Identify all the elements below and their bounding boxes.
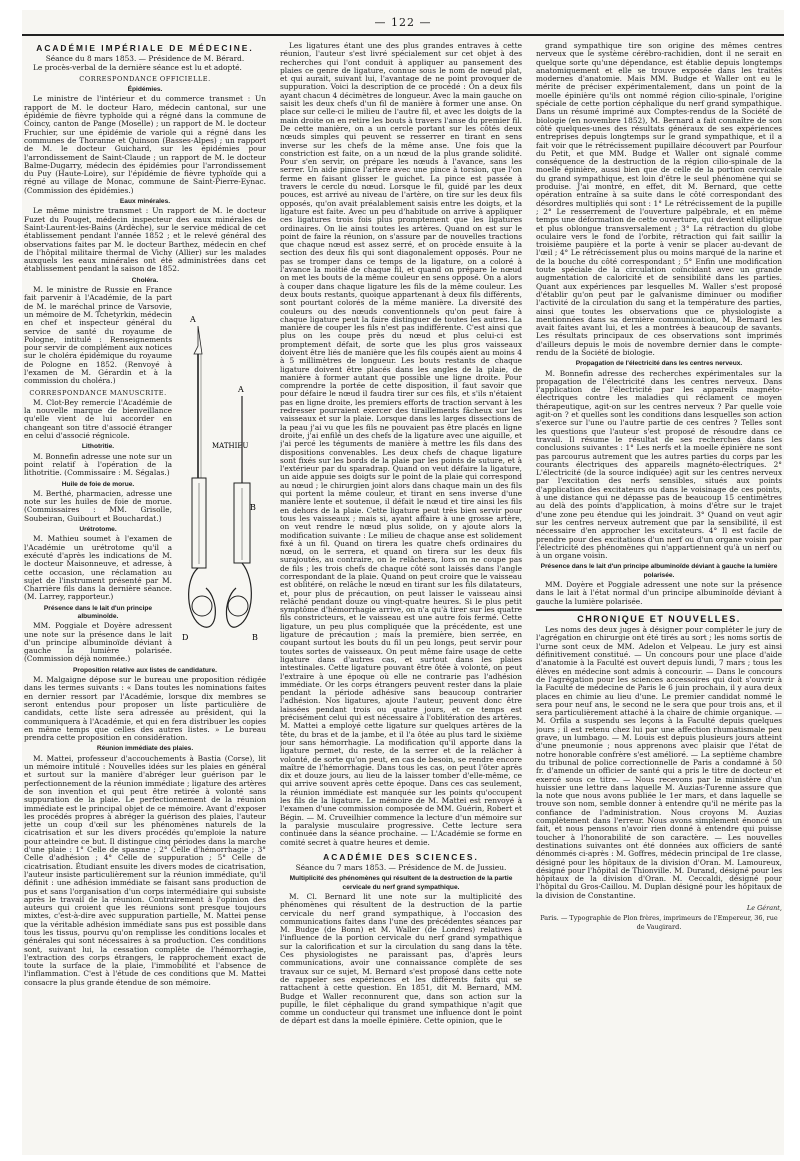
lithotrity-head: Lithotritie. — [81, 443, 115, 451]
academy-title: ACADÉMIE IMPÉRIALE DE MÉDECINE. — [36, 43, 254, 53]
column-2 — [280, 42, 522, 1148]
waters-head: Eaux minérales. — [119, 198, 171, 206]
figure-letter-a: A — [190, 315, 196, 325]
column-3 — [536, 42, 782, 1148]
figure-letter-a2: A — [238, 385, 244, 395]
session-line: Séance du 8 mars 1853. — Présidence de M. Bérard. — [45, 54, 245, 64]
running-header — [22, 10, 784, 36]
chronicle-title: CHRONIQUE ET NOUVELLES. — [577, 613, 741, 624]
minutes-text: Le procès-verbal de la dernière séance est lu et adopté. — [33, 62, 242, 72]
sciences-title: ACADÉMIE DES SCIENCES. — [323, 851, 479, 862]
electricity-text: M. Bonnefin adresse des recherches expérimentales sur la propagation de l'électricité dans les centres nerveux. Dans l'application de l'électricité par les appareils magnéto-électriques contre les maladies qui réclament ce moyen thérapeutique, agit-on sur les centres nerveux ? Par quelle voie agit-on ? et quelles sont les conditions dans lesquelles son action s'exerce sur l'une ou l'autre partie de ces centres ? Telles sont les questions que l'auteur s'est proposé de résoudre dans ce travail. Il résume le résultat de ses recherches dans les conclusions suivantes : 1° Les nerfs et la moelle épinière ne sont pas parcourus autrement que les autres parties du corps par les courants électriques des appareils magnéto-électriques. 2° L'électricité (de la source indiquée) agit sur les centres nerveux par l'excitation des nerfs sensibles, situés aux points d'application des excitateurs ou dans le voisinage de ces points, à une distance qui ne dépasse pas de beaucoup 15 centimètres au delà des points d'application, à moins d'être sur le trajet d'une zone peu étendue qui les joindrait. 3° Quand on veut agir sur les centres nerveux autrement que par la sensibilité, il est nécessaire d'en approcher les excitateurs. 4° Il est facile de prendre pour des excitations d'un nerf ou d'un organe voisin par l'électricité des phénomènes qui n'appartiennent qu'à un nerf ou à un organe voisin. — [536, 368, 782, 561]
reunion-head: Réunion immédiate des plaies. — [96, 745, 194, 753]
urethrotome-figure — [176, 288, 266, 660]
page-number: — 122 — — [374, 16, 432, 29]
chronicle-rule — [536, 609, 782, 611]
cholera-head: Choléra. — [131, 276, 159, 284]
milk-head: Présence dans le lait d'un principe albuminoïde. — [43, 604, 153, 620]
codliver-head: Huile de foie de morue. — [61, 480, 135, 488]
chronicle-text: Les noms des deux juges à désigner pour compléter le jury de l'agrégation en chirurgie ont été tirés au sort ; les noms sortis de l'urne sont ceux de MM. Adelon et Velpeau. Le jury est ainsi définitivement constitué. — Un concours pour une place d'aide d'anatomie à la Faculté est ouvert depuis lundi, 7 mars ; tous les élèves en médecine sont admis à concourir. — Dans le concours de l'agrégation pour les sciences accessoires qui doit s'ouvrir à la Faculté de médecine de Paris le 6 juin prochain, il y aura deux places en chimie au lieu d'une. Le premier candidat nommé le sera pour neuf ans, le second ne le sera que pour trois ans, et il sera particulièrement attaché à la chaire de chimie organique. — M. Orfila a suspendu ses leçons à la Faculté depuis quelques jours ; il est retenu chez lui par une affection rhumatismale peu grave, un lumbago. — M. Louis est depuis plusieurs jours atteint d'une pneumonie ; nous apprenons avec plaisir que l'état de notre honorable confrère s'est amélioré. — La septième chambre du tribunal de police correctionnelle de Paris a condamné à 50 fr. d'amende un officier de santé qui a pris le titre de docteur et exercé sous ce titre. — Nous recevons par le ministère d'un huissier une lettre dans laquelle M. Auzias-Turenne assure que la note que nous avons publiée le 1er mars, et dans laquelle se trouve son nom, semble donner à entendre qu'il ne mérite pas la confiance de l'administration. Nous croyons M. Auzias complètement dans l'erreur. Nous avons simplement énoncé un fait, et nous pensons n'avoir rien donné à entendre qui puisse toucher à l'honorabilité de son caractère. — Les nouvelles destinations suivantes ont été données aux officiers de santé dénommés ci-après : M. Goffres, médecin principal de 1re classe, désigné pour les hôpitaux de la division d'Oran. M. Lamoureux, désigné pour l'hôpital de Thionville. M. Durand, désigné pour les hôpitaux de la division d'Oran. M. Ceccaldi, désigné pour l'hôpital du Gros-Caillou. M. Duplan désigné pour les hôpitaux de la division de Constantine. — [536, 625, 782, 900]
sympathetic-text-cont: grand sympathique tire son origine des mêmes centres nerveux que le système cérébro-rachidien, dont il ne serait en quelque sorte qu'une dépendance, est établie depuis longtemps anatomiquement et elle se trouve exposée dans les traités modernes d'anatomie. Mais MM. Budge et Waller ont eu le mérite de préciser expérimentalement, dans un point de la moelle épinière qu'ils ont nommé région cilio-spinale, l'origine spéciale de cette portion céphalique du nerf grand sympathique. Dans un résumé imprimé aux Comptes-rendus de la Société de biologie (en novembre 1852), M. Bernard a fait connaître de son côté quelques-unes des résultats généraux de ses expériences entreprises depuis longtemps sur le grand sympathique, et il a fait voir que le rétrécissement pupillaire découvert par Pourfour du Petit, et que MM. Budge et Waller ont signalé comme conséquence de la destruction de la région cilio-spinale de la moelle épinière, aussi bien que de celle de la portion cervicale du grand sympathique, est loin d'être le seul phénomène qui se produise. J'ai montré, en effet, dit M. Bernard, que cette opération entraîne à sa suite dans le côté correspondant des désordres multipliés qui sont : 1° Le rétrécissement de la pupille ; 2° Le resserrement de l'ouverture palpébrale, et en même temps une déformation de cette ouverture, qui devient elliptique et plus oblongue transversalement ; 3° La rétraction du globe oculaire vers le fond de l'orbite, rétraction qui fait saillir la troisième paupière et la porte à venir se placer au-devant de l'œil ; 4° Le rétrécissement plus ou moins marqué de la narine et de la bouche du côté correspondant ; 5° Enfin une modification toute spéciale de la circulation coïncidant avec un grande augmentation de caloricité et de sensibilité dans les parties. Quant aux expériences par lesquelles M. Waller s'est proposé d'établir qu'on peut par le galvanisme diminuer ou modifier l'activité de la circulation du sang et la température des parties, ainsi que toutes les observations que ce physiologiste a mentionnées dans sa dernière communication, M. Bernard les avait faites avant lui, et les a montrées à beaucoup de savants. Les résultats principaux de ces observations sont imprimés d'ailleurs depuis le mois de novembre dernier dans le compte-rendu de la Société de biologie. — [536, 42, 782, 357]
official-correspondence-head: CORRESPONDANCE OFFICIELLE. — [79, 74, 211, 83]
reunion-text: M. Mattei, professeur d'accouchements à Bastia (Corse), lit un mémoire intitulé : Nouvelles idées sur les plaies en général et surtout sur la manière d'abréger leur guérison par le perfectionnement de la réunion immédiate ; ligature des artères de son invention et qui peut être retirée à volonté sans suppuration de la plaie. Le perfectionnement de la réunion immédiate est le principal objet de ce mémoire. Avant d'exposer les procédés propres à abréger la guérison des plaies, l'auteur jette un coup d'œil sur les phénomènes naturels de la cicatrisation et sur les divers procédés qu'emploie la nature pour atteindre ce but. Il distingue cinq périodes dans la marche d'une plaie : 1° Celle de spasme ; 2° Celle d'hémorrhagie ; 3° Celle d'adhésion ; 4° Celle de suppuration ; 5° Celle de cicatrisation. Étudiant ensuite les divers modes de cicatrisation, l'auteur insiste particulièrement sur la réunion immédiate, qu'il définit : une adhésion immédiate se faisant sans production de pus et sans l'organisation d'un corps intermédiaire qui subsiste après le travail de la réunion. Contrairement à l'opinion des auteurs qui croient que les réunions sont presque toujours mixtes, c'est-à-dire avec suppuration partielle, M. Mattei pense que la véritable adhésion immédiate sans pus est possible dans tous les tissus, pourvu qu'on remplisse les conditions locales et générales qui sont nécessaires à sa production. Ces conditions sont, suivant lui, la cessation complète de l'hémorrhagie, l'extraction des corps étrangers, le rapprochement exact de toute la surface de la plaie, l'immobilité et l'absence de l'inflammation. C'est à l'étude de ces conditions que M. Mattei consacre la plus grande étendue de son mémoire. — [24, 753, 266, 987]
codliver-text: M. Berthé, pharmacien, adresse une note sur les huiles de foie de morue. (Commissaires : MM. Grisolle, Soubeiran, Guibourt et Bouchardat.) — [24, 488, 172, 523]
ligature-text: Les ligatures étant une des plus grandes entraves à cette réunion, l'auteur s'est livré spécialement sur cet objet à des recherches qui l'ont conduit à appliquer au pansement des plaies ce genre de ligature, connue sous le nom de nœud plat, et qui aurait, suivant lui, l'avantage de ne point provoquer de suppuration. Voici la description de ce procédé : On a deux fils ayant chacun 4 décimètres de longueur. Avec la main gauche on saisit les deux chefs d'un fil de manière à former une anse. On place sur celle-ci le milieu de l'autre fil, et avec les doigts de la main droite on en retire les bouts à travers l'anse du premier fil. De cette manière, on a un cercle portant sur les côtés deux nœuds simples qui peuvent se resserrer en tirant en sens inverse sur les chefs de la même anse. Une fois que la constriction est faite, on a un nœud de la plus grande solidité. Pour s'en servir, on prépare les nœuds à l'avance, sans les serrer. Un aide pince l'artère avec une pince à torsion, que l'on ferme en faisant glisser le guichet. La pince est passée à travers le cercle du nœud. Lorsque le fil, guidé par les deux pouces, est arrivé au niveau de l'artère, on tire sur les deux fils opposés, qu'on avait préalablement saisis entre les doigts, et la ligature est faite. Avec un peu d'habitude on arrive à appliquer ces ligatures trois fois plus promptement que les ligatures ordinaires. On lie ainsi toutes les artères. Quand on est sur le point de faire la réunion, on s'assure par de nouvelles tractions que chaque nœud est assez serré, et on procède ensuite à la section des deux fils qui sont diagonalement opposés. Pour ne pas se tromper dans ce temps de la ligature, on a coloré à l'avance la moitié de chaque fil, et quand on prépare le nœud on met les bouts de la même couleur en sens opposé. On a alors à couper dans chaque ligature les fils de la même couleur. Les deux bouts restants, quoique appartenant à deux fils différents, sont pourtant colorés de la même manière. La diversité des couleurs ou des nœuds conventionnels qu'on peut faire à chaque ligature peut la faire distinguer de toutes les autres. La manière de couper les fils n'est pas indifférente. C'est ainsi que plus on les coupe près du nœud et plus celui-ci est promptement défait, de sorte que les plus gros vaisseaux doivent être liés de manière que les fils coupés aient au moins 4 à 5 millimètres de longueur. Les bouts restants de chaque ligature doivent être placés dans les angles de la plaie, de manière à former autant que possible une ligne droite. Pour comprendre la portée de cette disposition, il faut savoir que pour défaire le nœud il faudra tirer sur ces fils, et s'ils n'étaient pas en ligne droite, les premiers efforts de traction servant à les redresser pourraient exercer des tiraillements fâcheux sur les vaisseaux et sur la plaie. Lorsque dans les larges dissections de la peau j'ai vu que les fils ne pouvaient pas être placés en ligne droite, j'ai enfilé un des chefs de la ligature avec une aiguille, et j'ai percé les téguments de manière à mettre les fils dans des dispositions convenables. Les deux chefs de chaque ligature sont fixés sur les bords de la plaie par les points de suture, et à l'extérieur par du sparadrap. Quand on veut défaire la ligature, un aide appuie ses doigts sur le point de la plaie qui correspond au nœud ; le chirurgien joint alors dans chaque main un des fils qui portent la même couleur, et tirant en sens inverse d'une manière lente et soutenue, il défait le nœud et tire ainsi les fils en dehors de la plaie. Cette ligature peut très bien servir pour tous les vaisseaux ; mais si, ayant affaire à une grosse artère, on veut rendre le nœud plus solide, on y ajoute alors la modification suivante : Le milieu de chaque anse est solidement fixé à un fil. Quand on tirera les quatre chefs ordinaires du nœud, on le serrera, et quand on tirera sur les deux fils surajoutés, au contraire, on le relâchera, lors on ne coupe pas de fils ; les trois chefs de chaque côté sont laissés dans l'angle correspondant de la plaie. Quand on peut croire que le vaisseau est oblitéré, on relâche le nœud en tirant sur les fils dilatateurs, et, pour plus de précaution, on peut laisser le vaisseau ainsi relâché pendant douze ou vingt-quatre heures. Si le plus petit symptôme d'hémorrhagie arrive, on n'a qu'à tirer sur les quatre fils constricteurs, et le vaisseau est une autre fois fermé. Cette ligature, un peu plus compliquée que la précédente, est une ligature de précaution ; mais la première, bien serrée, en coupant surtout les bouts du fil un peu longs, peut servir pour toutes sortes de vaisseaux. On peut même faire usage de cette ligature dans d'autres cas, et surtout dans les plaies intestinales. Cette ligature pouvant être ôtée à volonté, on peut l'extraire à une époque où elle ne contrarie pas l'adhésion immédiate. Or les corps étrangers peuvent rester dans la plaie pendant la période adhésive sans beaucoup contrarier l'adhésion. Nos ligatures, ajoute l'auteur, peuvent donc être laissées pendant trois ou quatre jours, et ce temps est précisément celui qui est nécessaire à l'oblitération des artères. M. Mattei a employé cette ligature sur quelques artères de la tête, du bras et de la jambe, et il l'a ôtée au plus tard le sixième jour sans hémorrhagie. La modification qu'il apporte dans la ligature permet, du reste, de la serrer et de la relâcher à volonté, de sorte qu'on peut, en cas de besoin, se rendre encore maître de l'hémorrhagie. Dans tous les cas, on peut l'ôter après dix et douze jours, au lieu de la laisser tomber d'elle-même, ce qui arrive souvent après cette époque. Dans ces cas seulement, la réunion immédiate est manquée sur les points qu'occupent les fils de la ligature. Le mémoire de M. Mattei est renvoyé à l'examen d'une commission composée de MM. Guérin, Robert et Bégin. — M. Cruveilhier commence la lecture d'un mémoire sur la paralysie musculaire progressive. Cette lecture sera continuée dans la séance prochaine. — L'Académie se forme en comité secret à quatre heures et demie. — [280, 42, 522, 847]
candidacy-text: M. Malgaigne dépose sur le bureau une proposition rédigée dans les termes suivants : « Dans toutes les nominations faites en dernier ressort par l'Académie, lorsque dix membres se seront entendus pour proposer un liste particulière de candidats, cette liste sera adressée au président, qui la communiquera à l'Académie, et qui en fera distribuer les copies en même temps que celles des autres listes. » Le bureau prendra cette proposition en considération. — [24, 675, 266, 743]
sciences-session: Séance du 7 mars 1853. — Présidence de M. de Jussieu. — [295, 863, 507, 873]
sympathetic-text: M. Cl. Bernard lit une note sur la multiplicité des phénomènes qui résultent de la destruction de la partie cervicale du nerf grand sympathique, à l'occasion des communications faites dans l'une des précédentes séances par M. Budge (de Bonn) et M. Waller (de Londres) relatives à l'influence de la portion cervicale du nerf grand sympathique sur la calorification et sur la circulation du sang dans la tête. Ces physiologistes ne paraissant pas, d'après leurs communications, avoir une connaissance complète de ses travaux sur ce sujet, M. Bernard s'est proposé dans cette note de rappeler ses expériences et les différents faits qui se rattachent à cette question. En 1851, dit M. Bernard, MM. Budge et Waller reconnurent que, dans son action sur la pupille, le filet céphalique du grand sympathique n'agit que comme un conducteur qui transmet une influence dont le point de départ est dans la moelle épinière. Cette opinion, que le — [280, 891, 522, 1026]
urethrotome-drawing — [176, 288, 266, 660]
electricity-head: Propagation de l'électricité dans les centres nerveux. — [575, 360, 743, 368]
manuscript-correspondence-head: CORRESPONDANCE MANUSCRITE. — [29, 388, 167, 397]
signature: Le Gérant, — [746, 903, 782, 912]
milk2-text: MM. Doyère et Poggiale adressent une note sur la présence dans le lait à l'état normal d'un principe albuminoïde déviant à gauche la lumière polarisée. — [536, 580, 782, 606]
waters-text: Le même ministre transmet : Un rapport de M. le docteur Fuzet du Pouget, médecin inspecteur des eaux minérales de Saint-Laurent-les-Bains (Ardèche), sur le service médical de cet établissement pendant l'année 1852 ; et le relevé général des observations faites par M. le docteur Barthez, médecin en chef de l'hôpital militaire thermal de Vichy (Allier) sur les malades auxquels les eaux minérales ont été administrées dans cet établissement pendant la saison de 1852. — [24, 206, 266, 274]
epidemics-head: Épidémies. — [127, 86, 163, 94]
epidemics-text: Le ministre de l'intérieur et du commerce transmet : Un rapport de M. le docteur Haro, médecin cantonal, sur une épidémie de fièvre typhoïde qui a régné dans la commune de Coincy, canton de Pange (Moselle) ; un rapport de M. le docteur Fruchier, sur une épidémie de variole qui a régné dans les communes de Thoranne et Quinson (Basses-Alpes) ; un rapport de M. le docteur Guichard, sur les épidémies pour l'arrondissement de Saint-Claude ; un rapport de M. le docteur Balme-Dugarry, médecin des épidémies pour l'arrondissement du Puy (Haute-Loire), sur l'épidémie de fièvre typhoïde qui a régné au village de Monac, commune de Saint-Pierre-Eynac. (Commission des épidémies.) — [24, 94, 266, 195]
figure-letter-d: D — [182, 633, 189, 643]
imprint: Paris. — Typographie de Plon frères, imprimeurs de l'Empereur, 36, rue de Vaugirard. — [540, 914, 778, 931]
column-1 — [24, 42, 266, 1148]
urethrotomy-text: M. Mathieu soumet à l'examen de l'Académie un urétrotome qu'il a exécuté d'après les indications de M. le docteur Maisonneuve, et adresse, à cette occasion, une réclamation au sujet de l'instrument présenté par M. Charrière fils dans la dernière séance. (M. Larrey, rapporteur.) — [24, 534, 172, 602]
figure-letter-b2: B — [252, 633, 258, 643]
figure-maker-label: MATHIEU — [212, 442, 249, 451]
urethrotomy-head: Urétrotome. — [79, 526, 117, 534]
milk-text: MM. Poggiale et Doyère adressent une note sur la présence dans le lait d'un principe albuminoïde déviant à gauche la lumière polarisée. (Commission déjà nommée.) — [24, 621, 172, 664]
header-rule — [22, 34, 784, 36]
cholera-text: M. le ministre de Russie en France fait parvenir à l'Académie, de la part de M. le maréchal prince de Varsovie, un mémoire de M. Tchetyrkin, médecin en chef et inspecteur général du service de santé du royaume de Pologne, intitulé : Renseignements pour servir de complément aux notices sur le choléra épidémique du royaume de Pologne en 1852. (Renvoyé à l'examen de M. Gérardin et à la commission du choléra.) — [24, 285, 172, 386]
lithotrity-text: M. Bonnefin adresse une note sur un point relatif à l'opération de la lithotritie. (Commissaire : M. Ségalas.) — [24, 451, 172, 478]
manuscript-text: M. Clot-Bey remercie l'Académie de la nouvelle marque de bienveillance qu'elle vient de lui accorder en changeant son titre d'associé étranger en celui d'associé régnicole. — [24, 397, 172, 441]
newspaper-page — [22, 10, 784, 1155]
candidacy-head: Proposition relative aux listes de candidature. — [72, 666, 217, 674]
milk2-head: Présence dans le lait d'un principe albuminoïde déviant à gauche la lumière polarisée. — [540, 563, 778, 579]
sympathetic-head: Multiplicité des phénomènes qui résultent de la destruction de la partie cervicale du nerf grand sympathique. — [289, 875, 513, 891]
figure-letter-b: B — [250, 503, 256, 513]
